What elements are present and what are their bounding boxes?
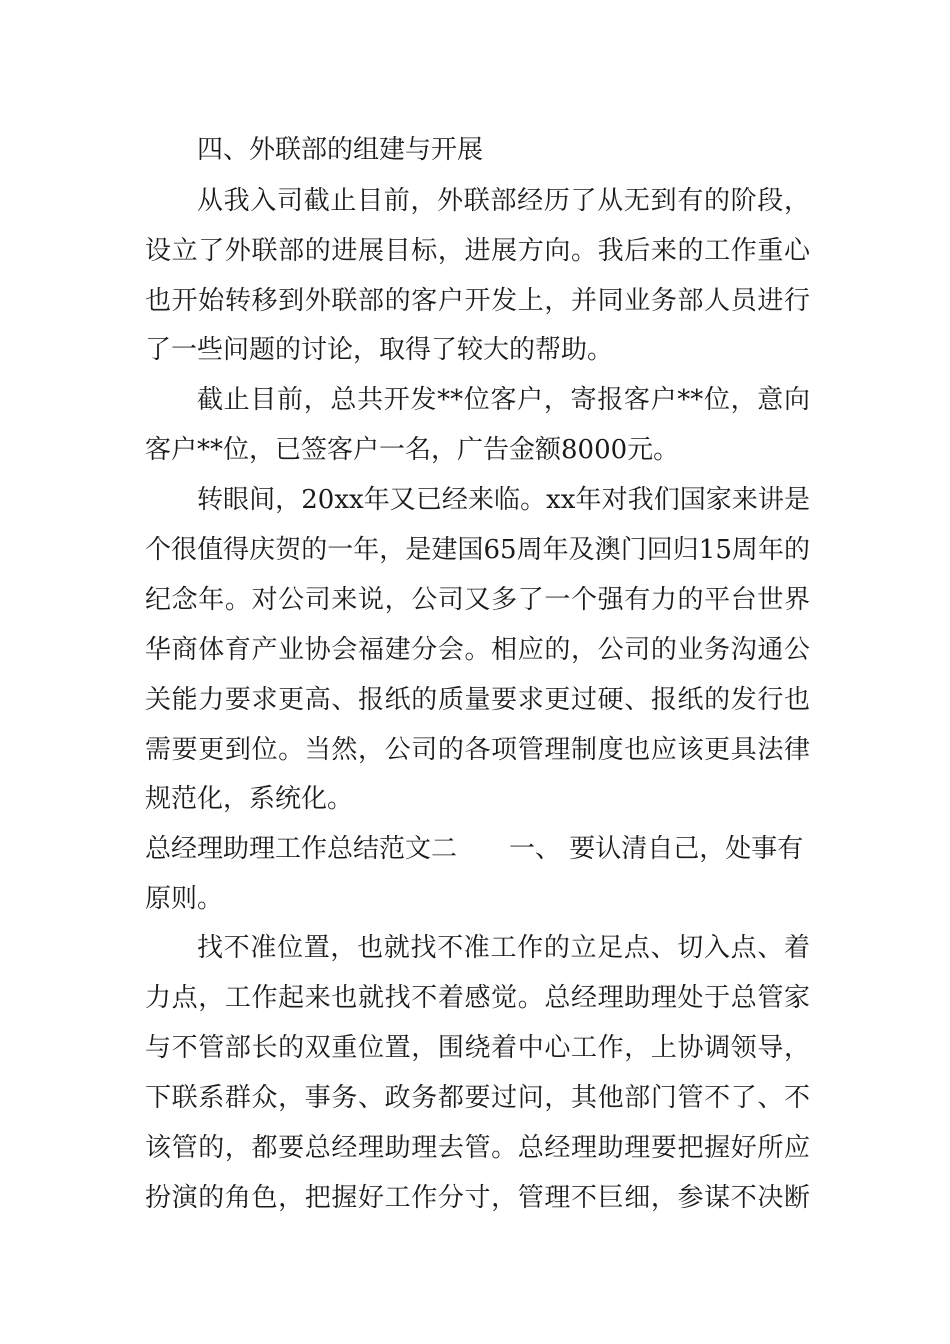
paragraph-line: 需要更到位。当然，公司的各项管理制度也应该更具法律 xyxy=(145,735,810,765)
paragraph-line: 截止目前，总共开发**位客户，寄报客户**位，意向 xyxy=(197,385,810,415)
paragraph-line: 关能力要求更高、报纸的质量要求更过硬、报纸的发行也 xyxy=(145,685,810,715)
paragraph-line: 转眼间，20xx年又已经来临。xx年对我们国家来讲是 xyxy=(197,485,810,515)
paragraph-line: 了一些问题的讨论，取得了较大的帮助。 xyxy=(145,335,614,365)
paragraph-line: 扮演的角色，把握好工作分寸，管理不巨细，参谋不决断 xyxy=(145,1183,810,1213)
paragraph-line: 与不管部长的双重位置，围绕着中心工作，上协调领导， xyxy=(145,1033,810,1063)
paragraph-line: 原则。 xyxy=(145,884,224,914)
paragraph-line: 华商体育产业协会福建分会。相应的，公司的业务沟通公 xyxy=(145,635,810,665)
paragraph-line: 力点，工作起来也就找不着感觉。总经理助理处于总管家 xyxy=(145,983,810,1013)
paragraph-line: 找不准位置，也就找不准工作的立足点、切入点、着 xyxy=(197,933,810,963)
paragraph-line: 客户**位，已签客户一名，广告金额8000元。 xyxy=(145,435,680,465)
paragraph-line: 纪念年。对公司来说，公司又多了一个强有力的平台世界 xyxy=(145,585,810,615)
paragraph-line: 下联系群众，事务、政务都要过问，其他部门管不了、不 xyxy=(145,1083,810,1113)
paragraph-line: 规范化，系统化。 xyxy=(145,784,354,814)
paragraph-line: 该管的，都要总经理助理去管。总经理助理要把握好所应 xyxy=(145,1133,810,1163)
paragraph-line: 从我入司截止目前，外联部经历了从无到有的阶段， xyxy=(197,186,810,216)
paragraph-line: 设立了外联部的进展目标，进展方向。我后来的工作重心 xyxy=(145,236,810,266)
section-heading: 四、外联部的组建与开展 xyxy=(197,135,484,165)
paragraph-line: 个很值得庆贺的一年，是建国65周年及澳门回归15周年的 xyxy=(145,535,810,565)
document-subtitle: 总经理助理工作总结范文二 一、 要认清自己，处事有 xyxy=(145,834,804,864)
paragraph-line: 也开始转移到外联部的客户开发上，并同业务部人员进行 xyxy=(145,286,810,316)
